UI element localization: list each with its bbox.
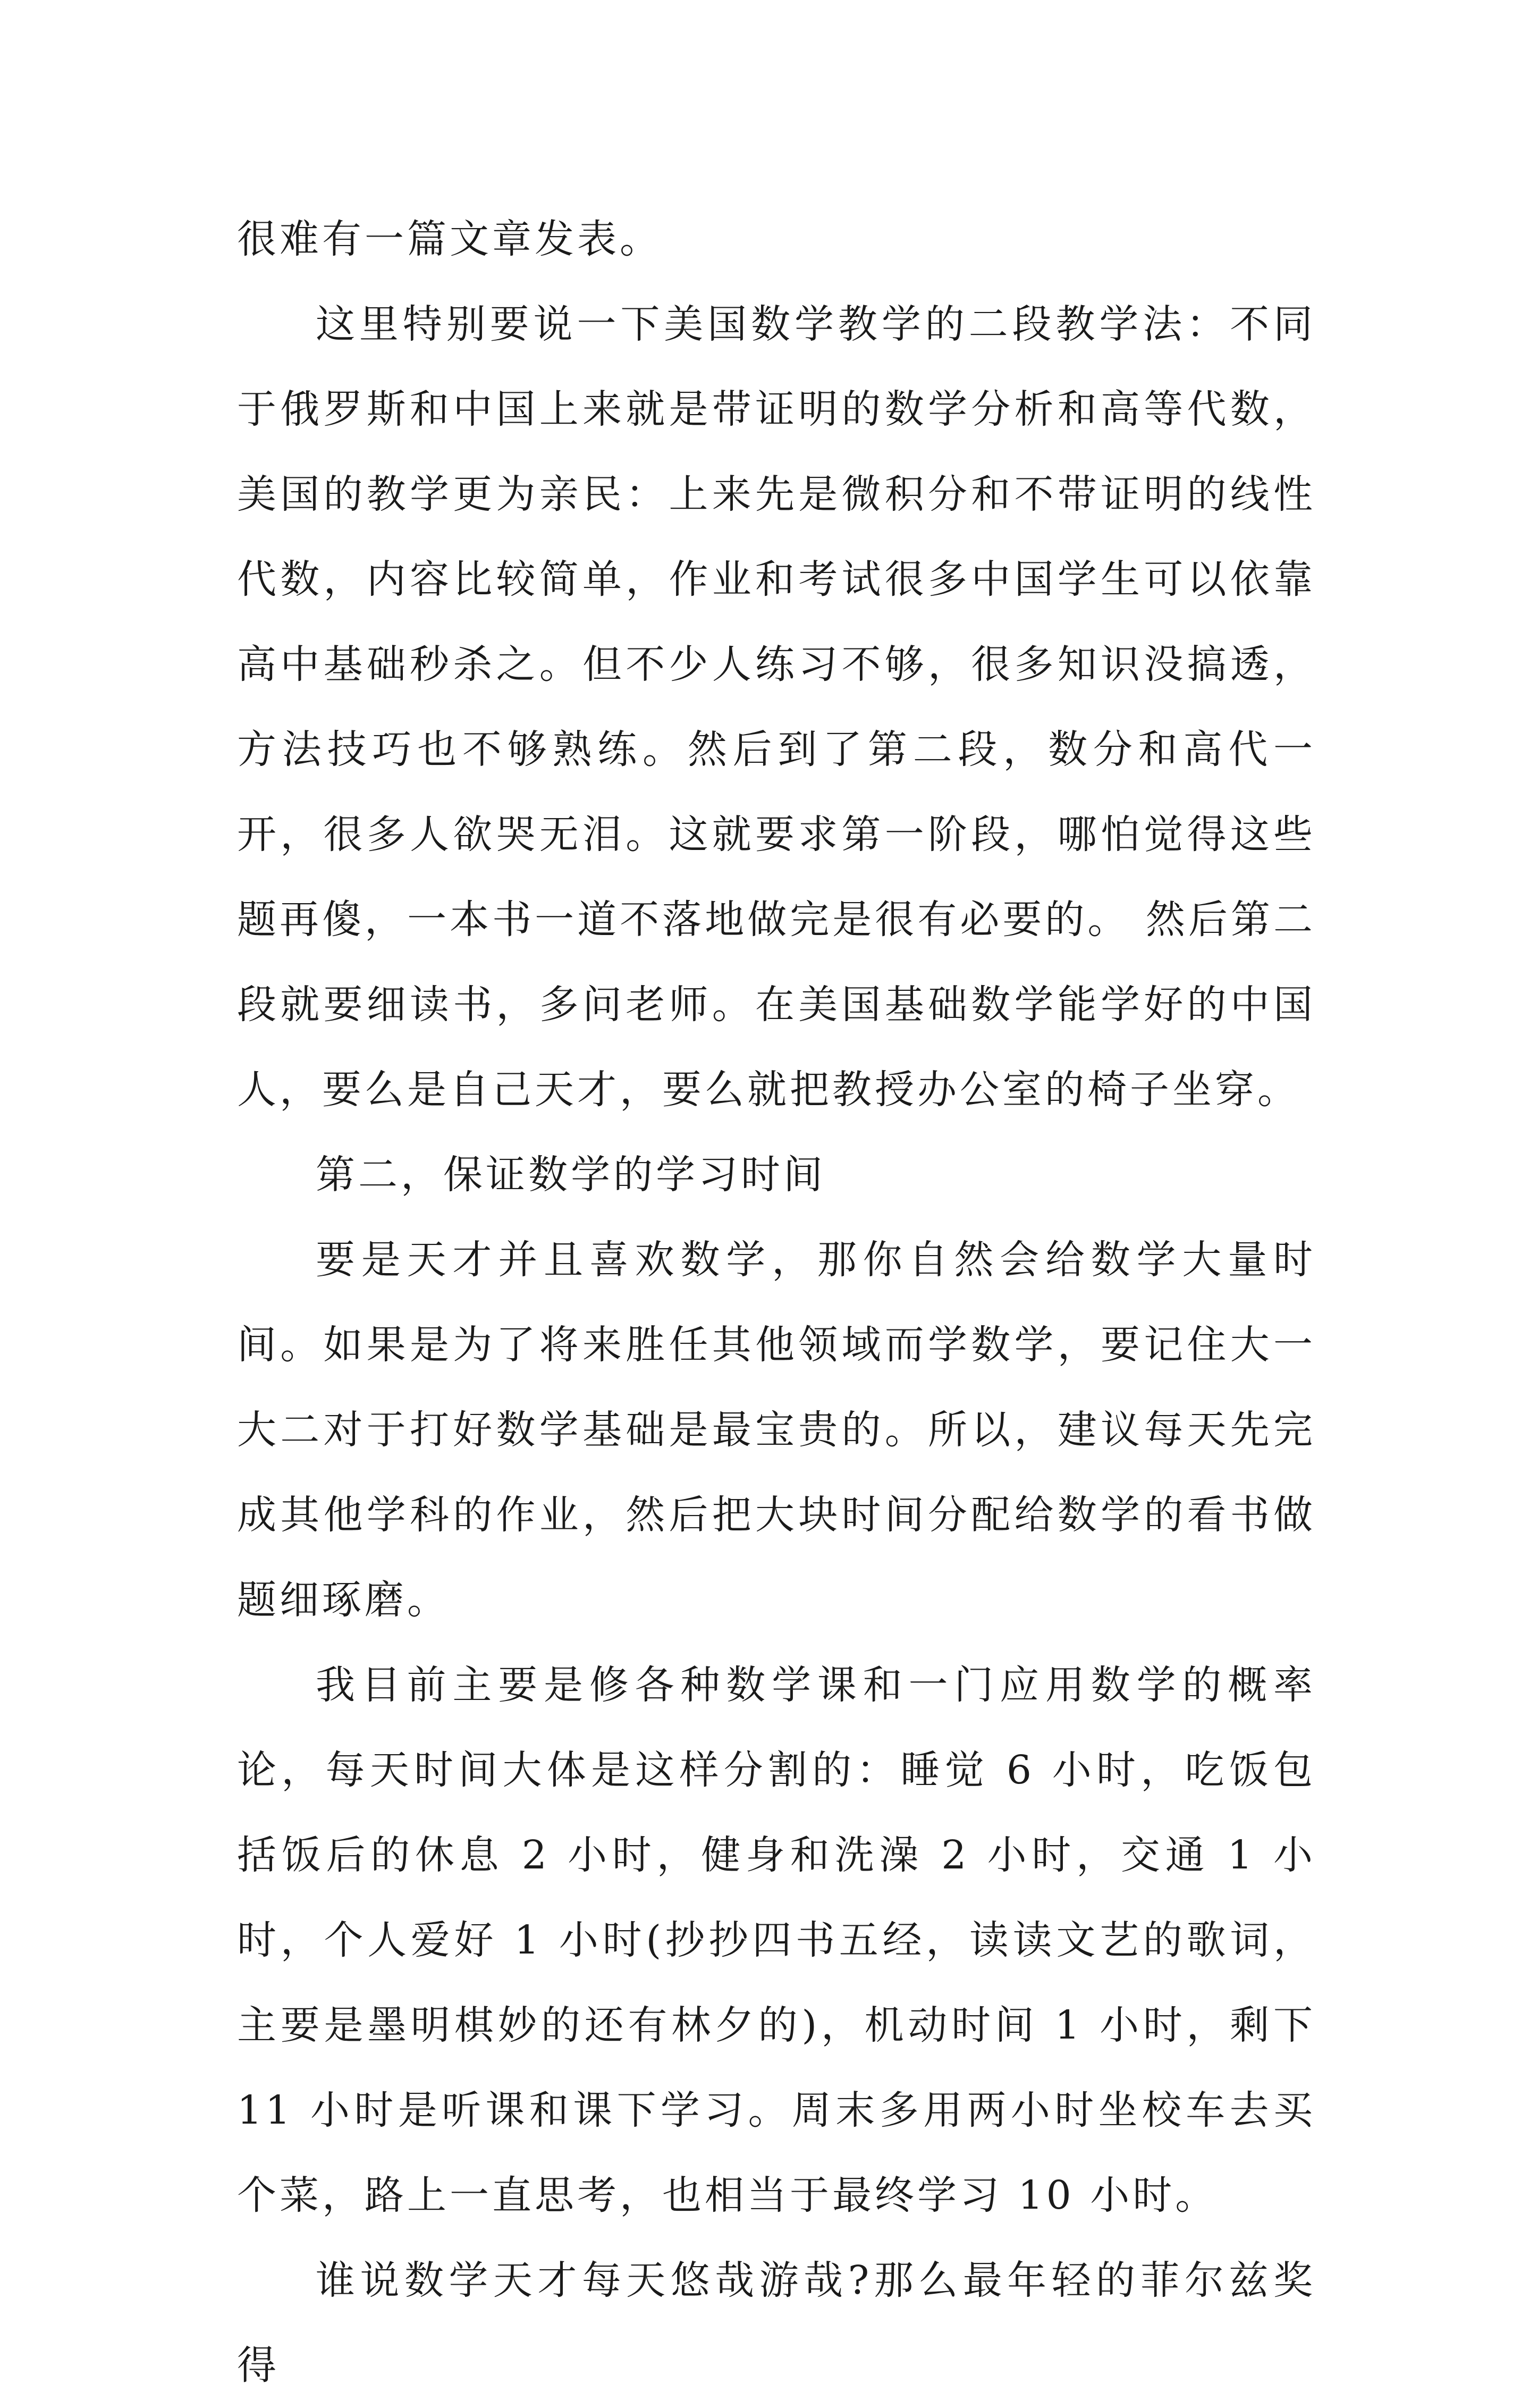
paragraph-2: 这里特别要说一下美国数学教学的二段教学法：不同于俄罗斯和中国上来就是带证明的数学分析和高等代数，美国的教学更为亲民：上来先是微积分和不带证明的线性代数，内容比较简单，作业和考试很多中国学生可以依靠高中基础秒杀之。但不少人练习不够，很多知识没搞透，方法技巧也不够熟练。然后到了第二段，数分和高代一开，很多人欲哭无泪。这就要求第一阶段，哪怕觉得这些题再傻，一本书一道不落地做完是很有必要的。 然后第二段就要细读书，多问老师。在美国基础数学能学好的中国人，要么是自己天才，要么就把教授办公室的椅子坐穿。: [237, 301, 1316, 1113]
paragraph-4: 我目前主要是修各种数学课和一门应用数学的概率论，每天时间大体是这样分割的：睡觉 6 小时，吃饭包括饭后的休息 2 小时，健身和洗澡 2 小时，交通 1 小时，个人爱好 1 小时(抄抄四书五经，读读文艺的歌词，主要是墨明棋妙的还有林夕的)，机动时间 1 小时，剩下 11 小时是听课和课下学习。周末多用两小时坐校车去买个菜，路上一直思考，也相当于最终学习 10 小时。: [237, 1662, 1316, 2218]
paragraph-1: 很难有一篇文章发表。: [237, 216, 662, 262]
paragraph-5: 谁说数学天才每天悠哉游哉?那么最年轻的菲尔兹奖得: [237, 2258, 1316, 2388]
paragraph-3: 要是天才并且喜欢数学，那你自然会给数学大量时间。如果是为了将来胜任其他领域而学数学，要记住大一大二对于打好数学基础是最宝贵的。所以，建议每天先完成其他学科的作业，然后把大块时间分配给数学的看书做题细琢磨。: [237, 1237, 1316, 1623]
body-text: [237, 197, 1316, 2408]
section-heading: 第二，保证数学的学习时间: [316, 1152, 826, 1198]
